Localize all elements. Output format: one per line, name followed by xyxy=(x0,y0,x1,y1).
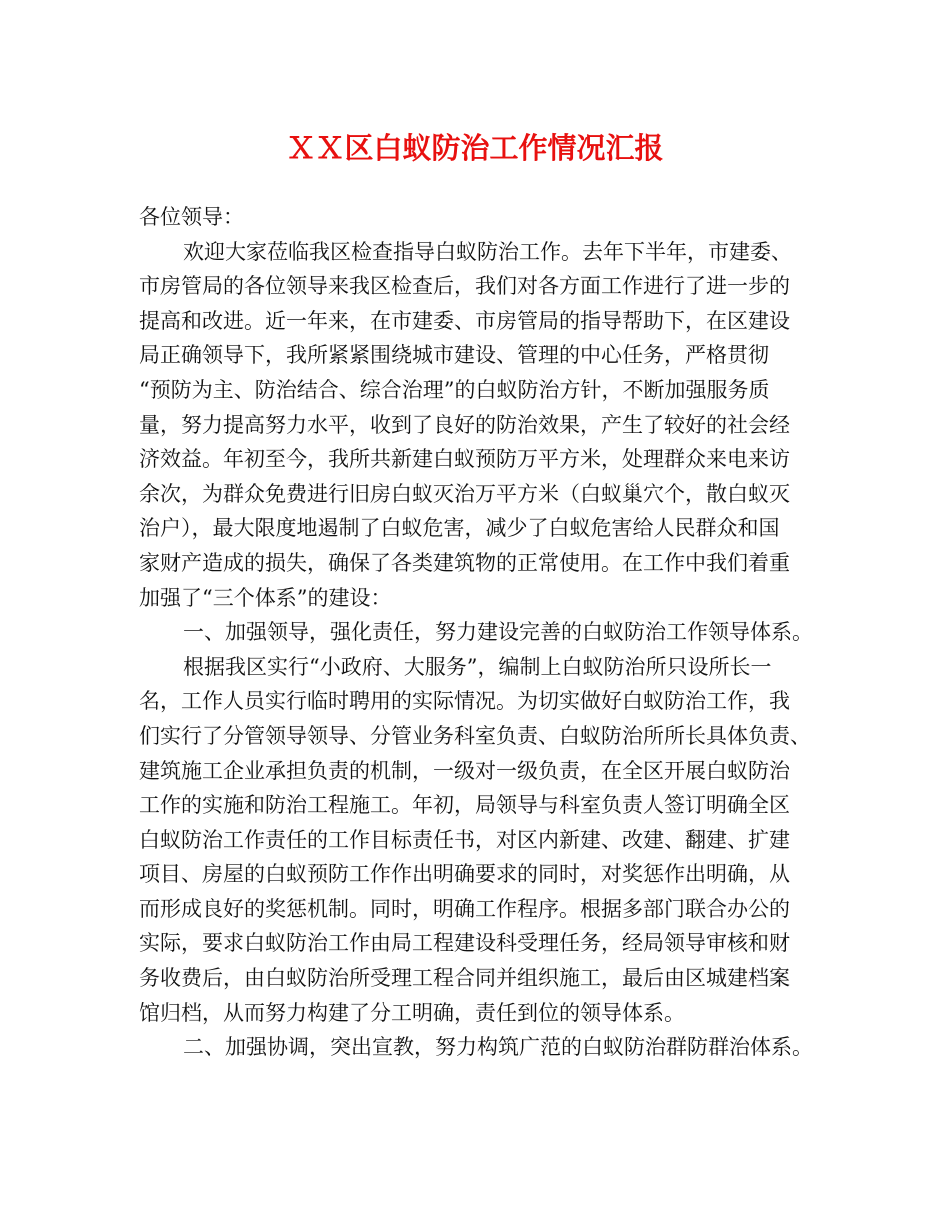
body-line: 家财产造成的损失，确保了各类建筑物的正常使用。在工作中我们着重 xyxy=(139,550,790,575)
body-line: 欢迎大家莅临我区检查指导白蚁防治工作。去年下半年，市建委、 xyxy=(183,239,792,264)
body-line: 而形成良好的奖惩机制。同时，明确工作程序。根据多部门联合办公的 xyxy=(139,896,790,921)
body-line: 馆归档，从而努力构建了分工明确，责任到位的领导体系。 xyxy=(139,1000,685,1025)
body-line: 市房管局的各位领导来我区检查后，我们对各方面工作进行了进一步的 xyxy=(139,274,790,299)
body-line: 局正确领导下，我所紧紧围绕城市建设、管理的中心任务，严格贯彻 xyxy=(139,343,769,368)
body-line: 建筑施工企业承担负责的机制，一级对一级负责，在全区开展白蚁防治 xyxy=(139,758,790,783)
body-line: 提高和改进。近一年来，在市建委、市房管局的指导帮助下，在区建设 xyxy=(139,308,790,333)
body-line: 余次，为群众免费进行旧房白蚁灭治万平方米（白蚁巢穴个，散白蚁灭 xyxy=(139,481,790,506)
body-line: 名，工作人员实行临时聘用的实际情况。为切实做好白蚁防治工作，我 xyxy=(139,689,790,714)
document-body xyxy=(139,200,829,1065)
document-title: ＸＸ区白蚁防治工作情况汇报 xyxy=(286,131,664,165)
body-line: 量，努力提高努力水平，收到了良好的防治效果，产生了较好的社会经 xyxy=(139,412,790,437)
body-line: 加强了“三个体系”的建设： xyxy=(139,585,392,610)
body-line: 工作的实施和防治工程施工。年初，局领导与科室负责人签订明确全区 xyxy=(139,793,790,818)
body-line: 一、加强领导，强化责任，努力建设完善的白蚁防治工作领导体系。 xyxy=(183,620,813,645)
body-line: 项目、房屋的白蚁预防工作作出明确要求的同时，对奖惩作出明确，从 xyxy=(139,862,790,887)
body-line: 济效益。年初至今，我所共新建白蚁预防万平方米，处理群众来电来访 xyxy=(139,447,790,472)
body-line: 白蚁防治工作责任的工作目标责任书，对区内新建、改建、翻建、扩建 xyxy=(139,827,790,852)
body-line: 实际，要求白蚁防治工作由局工程建设科受理任务，经局领导审核和财 xyxy=(139,931,790,956)
body-line: 们实行了分管领导领导、分管业务科室负责、白蚁防治所所长具体负责、 xyxy=(139,723,811,748)
body-line: 各位领导： xyxy=(139,205,244,229)
body-line: 务收费后，由白蚁防治所受理工程合同并组织施工，最后由区城建档案 xyxy=(139,966,790,991)
body-line: 二、加强协调，突出宣教，努力构筑广范的白蚁防治群防群治体系。 xyxy=(183,1035,813,1060)
body-line: 治户），最大限度地遏制了白蚁危害，减少了白蚁危害给人民群众和国 xyxy=(139,516,780,541)
body-line: 根据我区实行“小政府、大服务”，编制上白蚁防治所只设所长一 xyxy=(183,654,772,679)
body-line: “预防为主、防治结合、综合治理”的白蚁防治方针，不断加强服务质 xyxy=(139,377,770,402)
